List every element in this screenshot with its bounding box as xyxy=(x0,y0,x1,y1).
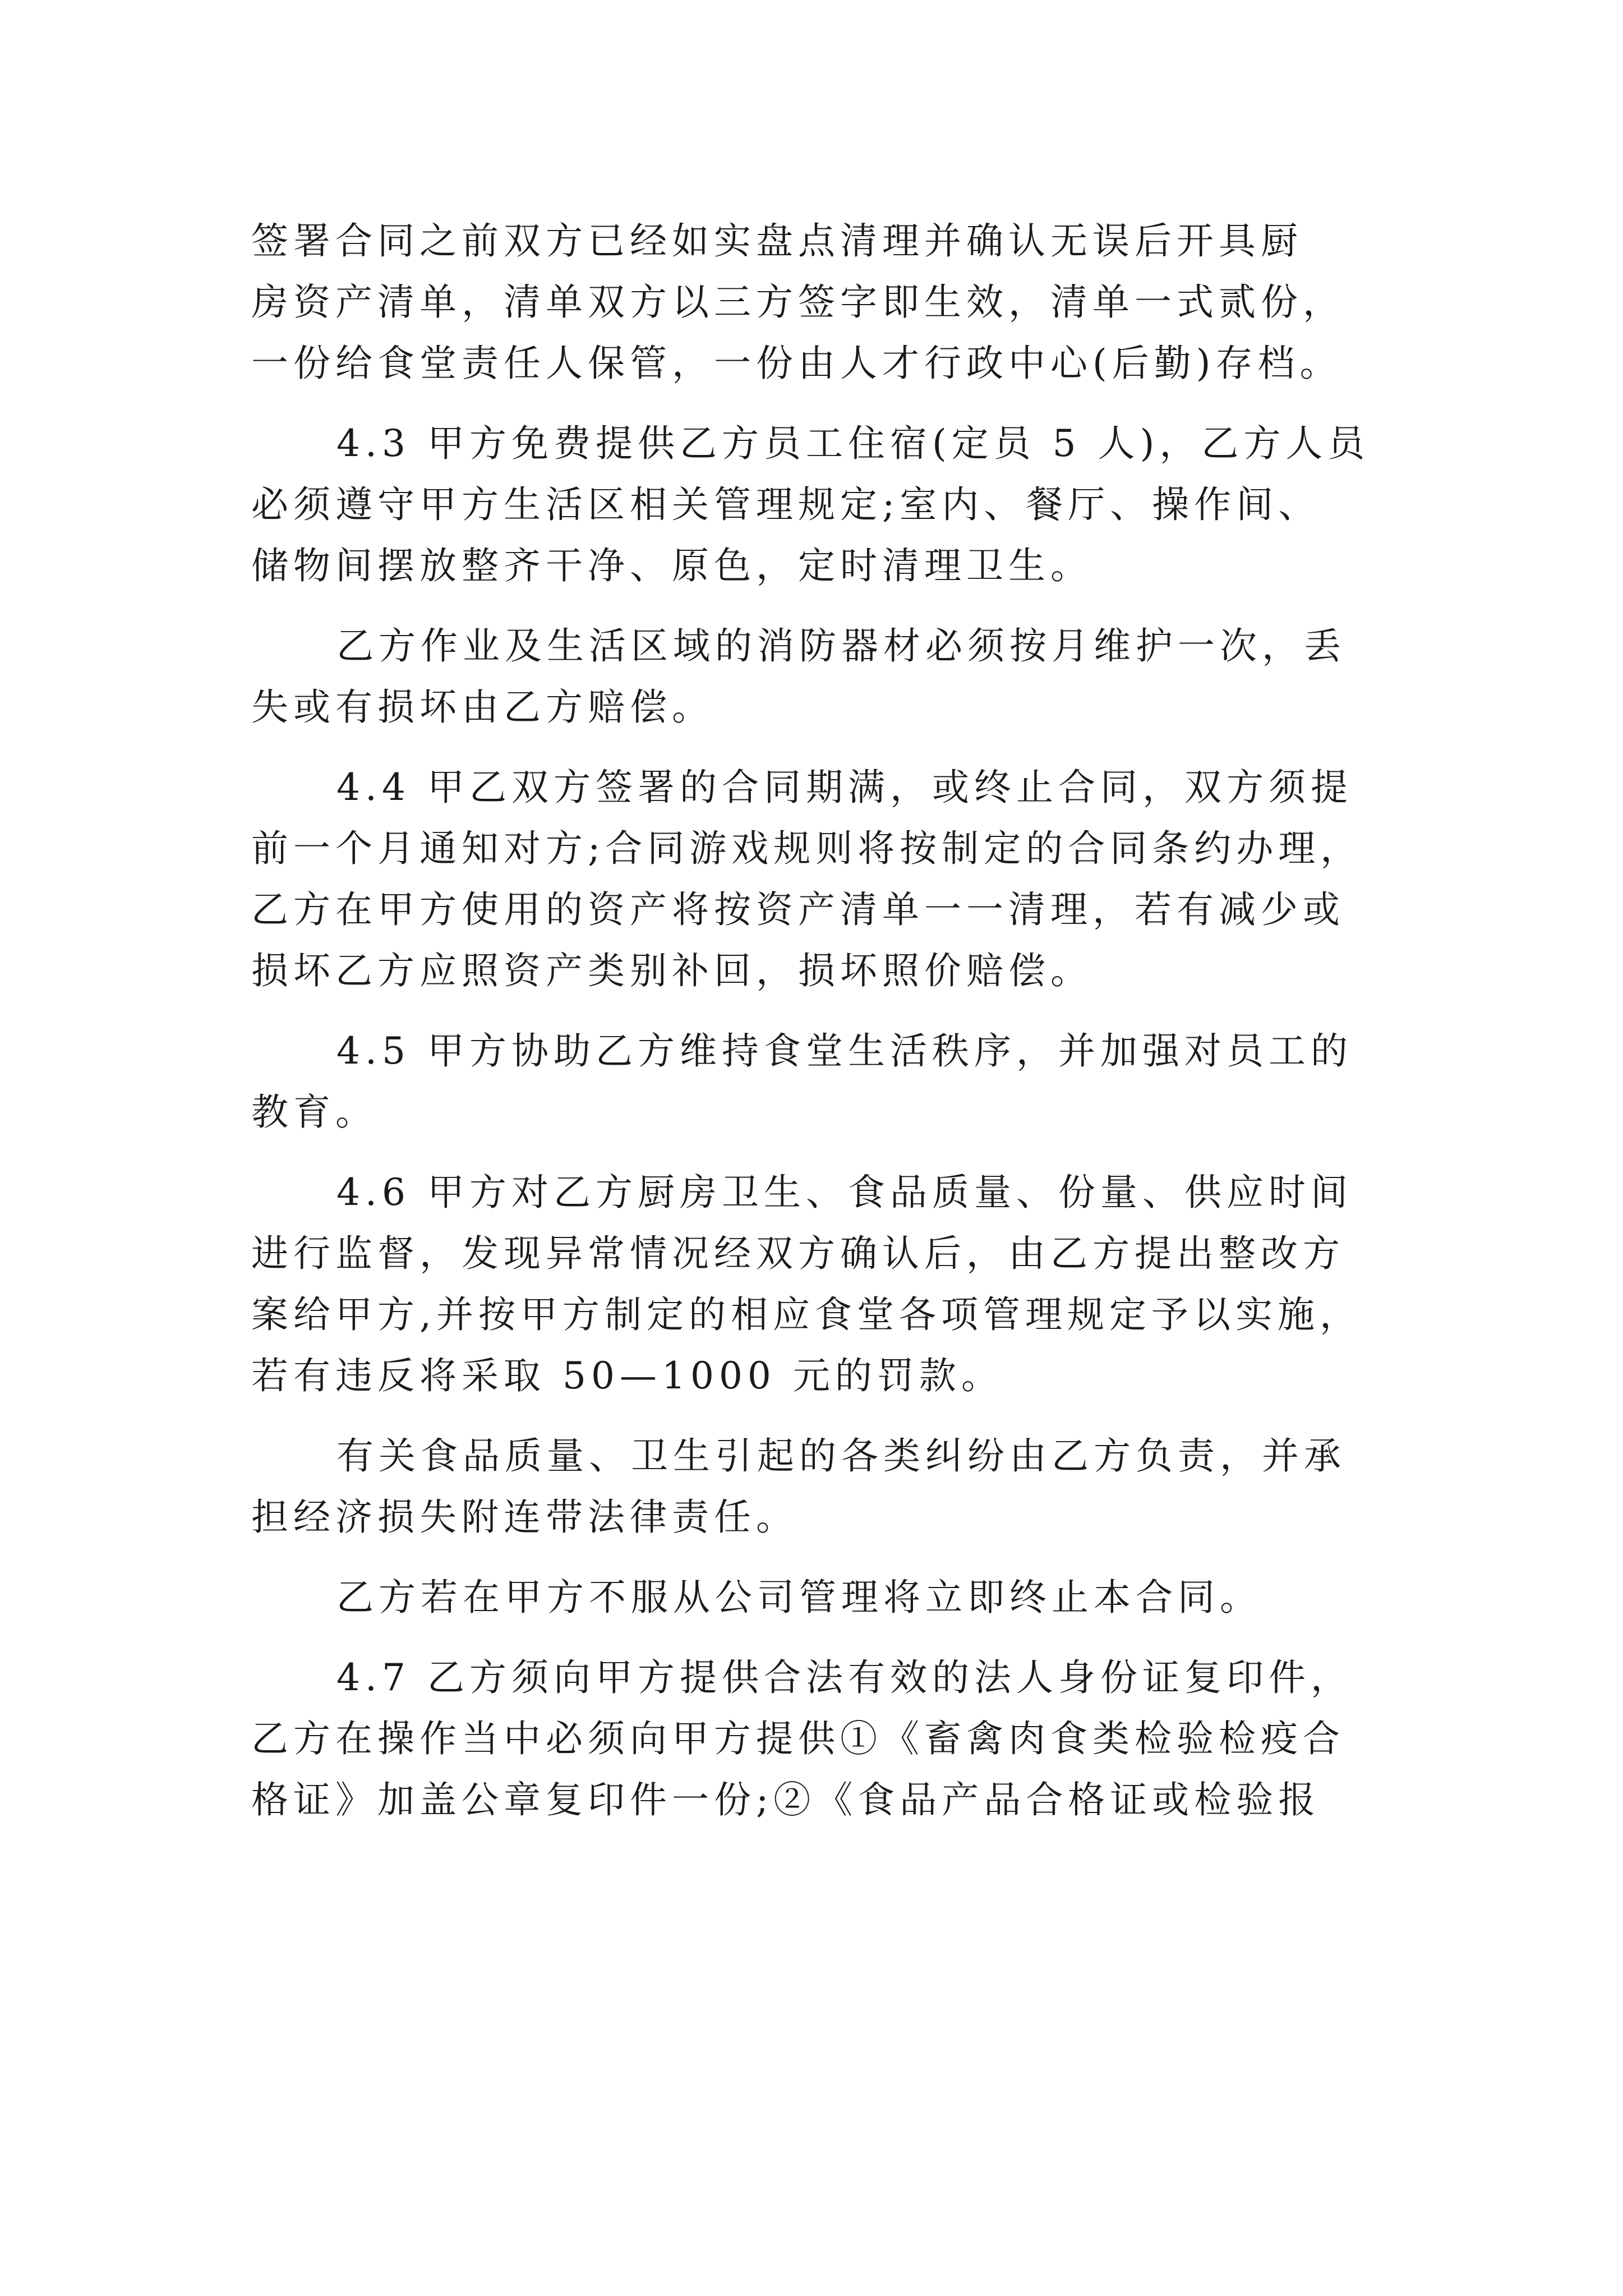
text-line: 前一个月通知对方;合同游戏规则将按制定的合同条约办理， xyxy=(251,827,1363,870)
document-body xyxy=(251,210,1373,1830)
text-line: 必须遵守甲方生活区相关管理规定;室内、餐厅、操作间、 xyxy=(251,483,1321,526)
text-line: 签署合同之前双方已经如实盘点清理并确认无误后开具厨 xyxy=(251,219,1303,263)
clause-4-6-line: 4.6 甲方对乙方厨房卫生、食品质量、份量、供应时间 xyxy=(336,1171,1353,1214)
text-line: 进行监督，发现异常情况经双方确认后，由乙方提出整改方 xyxy=(251,1232,1345,1275)
clause-4-7-line: 4.7 乙方须向甲方提供合法有效的法人身份证复印件， xyxy=(336,1656,1353,1699)
text-line: 格证》加盖公章复印件一份;②《食品产品合格证或检验报 xyxy=(251,1778,1321,1821)
paragraph-first-line: 有关食品质量、卫生引起的各类纠纷由乙方负责，并承 xyxy=(336,1434,1346,1478)
paragraph-first-line: 乙方作业及生活区域的消防器材必须按月维护一次，丢 xyxy=(336,624,1346,668)
clause-4-3-line: 4.3 甲方免费提供乙方员工住宿(定员 5 人)，乙方人员 xyxy=(336,422,1370,465)
clause-4-4-line: 4.4 甲乙双方签署的合同期满，或终止合同，双方须提 xyxy=(336,766,1353,809)
text-line: 一份给食堂责任人保管，一份由人才行政中心(后勤)存档。 xyxy=(251,342,1342,385)
paragraph-first-line: 乙方若在甲方不服从公司管理将立即终止本合同。 xyxy=(336,1576,1262,1619)
text-line: 房资产清单，清单双方以三方签字即生效，清单一式贰份， xyxy=(251,280,1345,324)
text-line: 担经济损失附连带法律责任。 xyxy=(251,1496,798,1539)
text-line: 失或有损坏由乙方赔偿。 xyxy=(251,685,714,729)
text-line: 教育。 xyxy=(251,1091,377,1134)
clause-4-5-line: 4.5 甲方协助乙方维持食堂生活秩序，并加强对员工的 xyxy=(336,1029,1353,1073)
text-line: 乙方在操作当中必须向甲方提供①《畜禽肉食类检验检疫合 xyxy=(251,1717,1345,1760)
text-line: 乙方在甲方使用的资产将按资产清单一一清理，若有减少或 xyxy=(251,888,1345,931)
text-line: 储物间摆放整齐干净、原色，定时清理卫生。 xyxy=(251,544,1092,587)
text-line: 若有违反将采取 50—1000 元的罚款。 xyxy=(251,1354,1003,1397)
text-line: 案给甲方,并按甲方制定的相应食堂各项管理规定予以实施， xyxy=(251,1293,1362,1336)
text-line: 损坏乙方应照资产类别补回，损坏照价赔偿。 xyxy=(251,949,1092,992)
